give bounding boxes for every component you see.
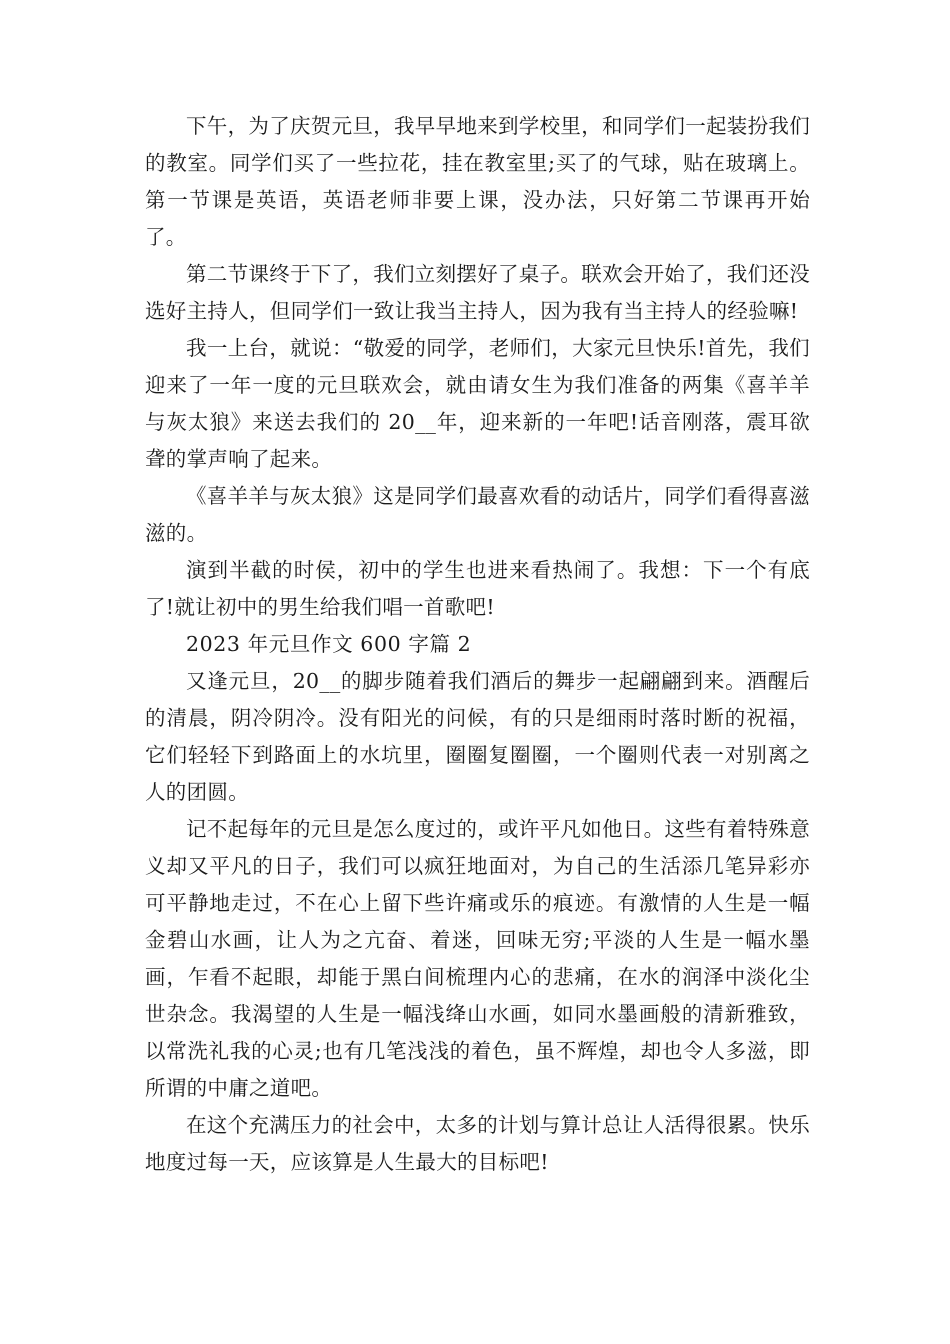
paragraph: 记不起每年的元旦是怎么度过的，或许平凡如他日。这些有着特殊意义却又平凡的日子，我们可以疯狂地面对，为自己的生活添几笔异彩亦可平静地走过，不在心上留下些许痛或乐的痕迹。有激情的人生是一幅金碧山水画，让人为之亢奋、着迷，回味无穷;平淡的人生是一幅水墨画，乍看不起眼，却能于黑白间梳理内心的悲痛，在水的润泽中淡化尘世杂念。我渴望的人生是一幅浅绛山水画，如同水墨画般的清新雅致，以常洗礼我的心灵;也有几笔浅浅的着色，虽不辉煌，却也令人多滋，即所谓的中庸之道吧。 bbox=[145, 817, 810, 1100]
paragraph: 《喜羊羊与灰太狼》这是同学们最喜欢看的动话片，同学们看得喜滋滋的。 bbox=[145, 484, 810, 545]
paragraph: 我一上台，就说：“敬爱的同学，老师们，大家元旦快乐!首先，我们迎来了一年一度的元旦联欢会，就由请女生为我们准备的两集《喜羊羊与灰太狼》来送去我们的 20__年，迎来新的一年吧!话音刚落，震耳欲聋的掌声响了起来。 bbox=[145, 336, 810, 471]
section-heading: 2023 年元旦作文 600 字篇 2 bbox=[186, 632, 472, 656]
paragraph: 演到半截的时侯，初中的学生也进来看热闹了。我想：下一个有底了!就让初中的男生给我们唱一首歌吧! bbox=[145, 558, 810, 619]
paragraph: 又逢元旦，20__的脚步随着我们酒后的舞步一起翩翩到来。酒醒后的清晨，阴冷阴冷。没有阳光的问候，有的只是细雨时落时断的祝福，它们轻轻下到路面上的水坑里，圈圈复圈圈，一个圈则代表一对别离之人的团圆。 bbox=[145, 669, 810, 804]
paragraph: 下午，为了庆贺元旦，我早早地来到学校里，和同学们一起装扮我们的教室。同学们买了一些拉花，挂在教室里;买了的气球，贴在玻璃上。第一节课是英语，英语老师非要上课，没办法，只好第二节课再开始了。 bbox=[145, 114, 810, 249]
paragraph: 在这个充满压力的社会中，太多的计划与算计总让人活得很累。快乐地度过每一天，应该算是人生最大的目标吧! bbox=[145, 1113, 810, 1174]
paragraph: 第二节课终于下了，我们立刻摆好了桌子。联欢会开始了，我们还没选好主持人，但同学们一致让我当主持人，因为我有当主持人的经验嘛! bbox=[145, 262, 810, 323]
document-body bbox=[145, 108, 810, 1181]
